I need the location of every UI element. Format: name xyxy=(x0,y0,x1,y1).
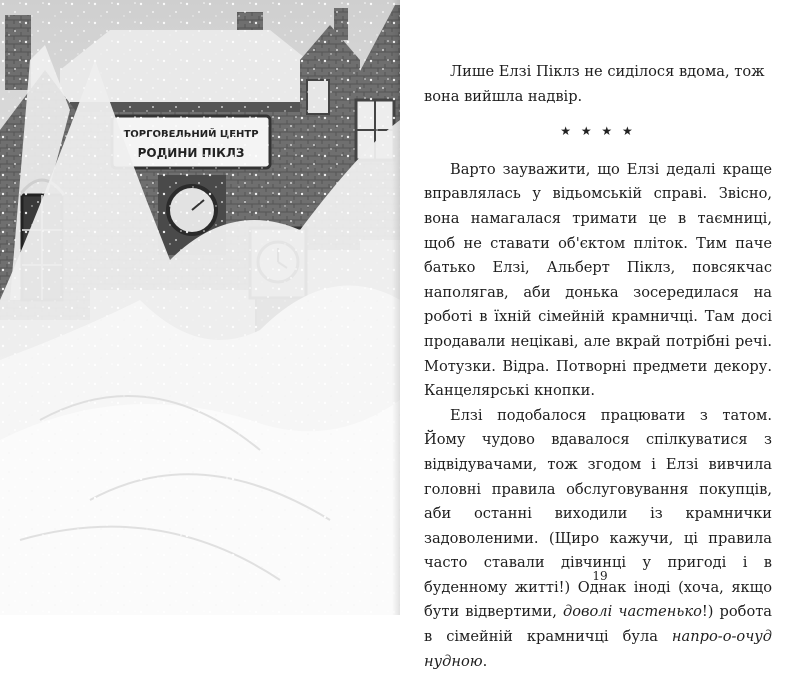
paragraph-1: Лише Елзі Піклз не сиділося вдома, тож вона вийшла надвір. xyxy=(424,63,765,105)
page-number: 19 xyxy=(592,569,608,583)
section-separator: ★ ★ ★ ★ xyxy=(560,124,636,139)
paragraph-3 xyxy=(424,404,772,674)
text-page xyxy=(400,0,800,670)
winter-shop-illustration xyxy=(0,0,400,615)
paragraph-3-end: . xyxy=(482,652,488,670)
paragraph-3-italic-1: доволі частенько xyxy=(562,603,702,621)
falling-snow xyxy=(0,0,400,615)
paragraph-3-part-a: Елзі подобалося працювати з татом. Йому чудово вдавалося спілкуватися з відвідувачами, тож згодом і Елзі вивчила головні правила обслуговування покупців, аби останні виходили із крамнички задоволеними. (Щиро кажучи, ці правила часто ставали дівчинці у пригоді і в буденному житті!) Однак іноді (хоча, якщо бути відвертими, xyxy=(424,406,772,621)
paragraph-3-italic-2: напро-о-очуд нудною xyxy=(424,628,772,670)
paragraph-3-part-b: !) робота в сімейній крамничці була xyxy=(424,603,772,646)
paragraph-2: Варто зауважити, що Елзі дедалі краще вправлялась у відьомській справі. Звісно, вона намагалася тримати це в таємниці, щоб не ставати об'єктом пліток. Тим паче батько Елзі, Альберт Піклз, повсякчас наполягав, аби донька зосередилася на роботі в їхній сімейній крамничці. Там досі продавали нецікаві, але вкрай потрібні речі. Мотузки. Відра. Потворні предмети декору. Канцелярські кнопки. xyxy=(424,160,772,400)
illustration-page xyxy=(0,0,400,615)
